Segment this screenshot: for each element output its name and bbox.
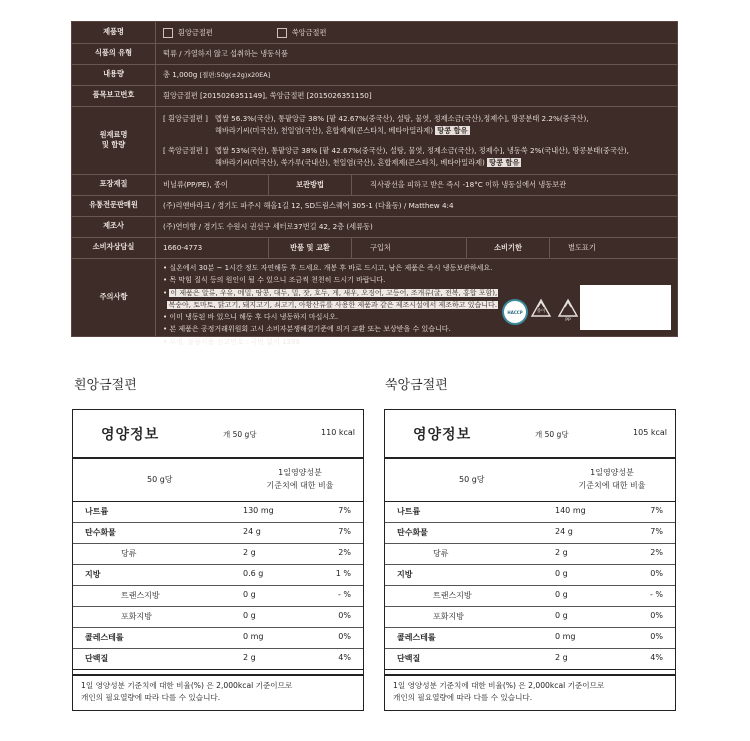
panel-heading: 영양정보 [101, 427, 160, 443]
panel-header [73, 410, 363, 459]
row-report-no [72, 85, 677, 107]
nutrient-percent: 2% [650, 548, 663, 557]
note: • 이미 냉동된 바 있으니 해동 후 다시 냉동하지 마십시오. [163, 313, 339, 322]
daily-value-header: 1일영양성분 기준치에 대한 비율 [578, 468, 646, 490]
nutrient-amount: 0 mg [243, 632, 264, 641]
nutrient-amount: 0 g [555, 590, 568, 599]
calories: 105 kcal [633, 428, 667, 437]
label-return: 반품 및 교환 [268, 237, 352, 258]
note: • 본 제품은 공정거래위원회 고시 소비자분쟁해결기준에 의거 교환 또는 보상받을 수 있습니다. [163, 325, 451, 334]
haccp-icon: HACCP [502, 299, 528, 325]
panel-title-white: 흰앙금절편 [74, 378, 137, 393]
allergen-notice-2: 복숭아, 토마토, 닭고기, 돼지고기, 쇠고기, 아황산류를 사용한 제품과 같은 제조시설에서 제조하고 있습니다. [168, 300, 498, 309]
panel-footnote: 1일 영양성분 기준치에 대한 비율(%) 은 2,000kcal 기준이므로 개인의 필요열량에 따라 다를 수 있습니다. [81, 681, 293, 702]
nutrient-row [73, 648, 363, 670]
nutrient-amount: 2 g [243, 653, 256, 662]
checkbox-icon[interactable] [277, 28, 287, 38]
row-seller [72, 195, 677, 217]
nutrient-name: 나트륨 [85, 507, 109, 516]
nutrient-row [385, 564, 675, 586]
nutrient-percent: 0% [650, 569, 663, 578]
allergy-badge: 땅콩 함유 [437, 126, 468, 135]
nutrient-percent: - % [649, 590, 663, 599]
nutrient-name: 탄수화물 [85, 528, 116, 537]
value-expiry: 별도표기 [568, 242, 596, 252]
nutrient-amount: 0 g [555, 569, 568, 578]
value-seller: (주)리앤바라크 / 경기도 파주시 해올1길 12, SD드림스퀘어 305-1 (다율동) / Matthew 4:4 [163, 200, 454, 210]
value-return: 구입처 [370, 242, 391, 252]
nutrient-row [73, 564, 363, 586]
nutrient-amount: 0 g [243, 590, 256, 599]
label-food-type: 식품의 유형 [72, 43, 156, 64]
nutrient-name: 나트륨 [397, 507, 421, 516]
panel-title-mugwort: 쑥앙금절편 [385, 378, 448, 393]
label-maker: 제조사 [72, 216, 156, 237]
row-product-name [72, 22, 677, 44]
nutrient-name: 지방 [397, 570, 413, 579]
value-packaging: 비닐류(PP/PE), 종이 [163, 179, 228, 189]
nutrient-name: 단백질 [397, 654, 421, 663]
nutrient-row [73, 606, 363, 628]
nutrient-percent: 0% [338, 611, 351, 620]
nutrient-percent: 0% [650, 632, 663, 641]
nutrient-amount: 140 mg [555, 506, 586, 515]
per-serving: 50 g당 [147, 475, 173, 484]
nutrient-percent: 2% [338, 548, 351, 557]
option-white[interactable]: 흰앙금절편 [163, 28, 213, 38]
nutrient-name: 콜레스테롤 [85, 633, 124, 642]
recycle-pp-icon: PP [557, 298, 579, 320]
nutrient-name: 단백질 [85, 654, 109, 663]
row-food-type [72, 43, 677, 65]
nutrient-amount: 0 g [243, 611, 256, 620]
nutrient-amount: 2 g [243, 548, 256, 557]
nutrient-percent: 7% [650, 527, 663, 536]
row-maker [72, 216, 677, 238]
nutrition-panel-white [72, 409, 364, 711]
value-maker: (주)연미향 / 경기도 수원시 권선구 세터로37번길 42, 2층 (세류동) [163, 221, 373, 231]
nutrient-name: 트랜스지방 [433, 591, 472, 600]
value-food-type: 떡류 / 가열하지 않고 섭취하는 냉동식품 [163, 48, 288, 58]
nutrient-name: 포화지방 [433, 612, 464, 621]
row-ingredients [72, 106, 677, 175]
footer-divider [73, 674, 363, 676]
label-storage: 보관방법 [268, 174, 352, 195]
panel-subheader [73, 457, 363, 502]
value-storage: 직사광선을 피하고 받은 즉시 -18°C 이하 냉동실에서 냉동보관 [370, 179, 567, 189]
nutrient-name: 콜레스테롤 [397, 633, 436, 642]
panel-footnote: 1일 영양성분 기준치에 대한 비율(%) 은 2,000kcal 기준이므로 개인의 필요열량에 따라 다를 수 있습니다. [393, 681, 605, 702]
label-packaging: 포장재질 [72, 174, 156, 195]
nutrient-amount: 2 g [555, 548, 568, 557]
label-product-name: 제품명 [72, 22, 156, 43]
label-seller: 유통전문판매원 [72, 195, 156, 216]
nutrient-row [385, 585, 675, 607]
nutrient-row [73, 543, 363, 565]
nutrient-row [73, 501, 363, 523]
nutrient-name: 당류 [121, 549, 137, 558]
nutrient-amount: 0 g [555, 611, 568, 620]
nutrient-row [385, 627, 675, 649]
panel-heading: 영양정보 [413, 427, 472, 443]
row-contents [72, 64, 677, 86]
nutrition-panel-mugwort [384, 409, 676, 711]
note: • 실온에서 30분 ~ 1시간 정도 자연해동 후 드세요. 개봉 후 바로 드시고, 남은 제품은 즉시 냉동보관하세요. [163, 264, 493, 272]
nutrient-name: 탄수화물 [397, 528, 428, 537]
recycle-paper-icon: 종이 [530, 298, 552, 320]
row-caution [72, 258, 677, 346]
nutrient-percent: 0% [650, 611, 663, 620]
nutrient-row [385, 501, 675, 523]
allergen-notice: • 이 제품은 알류, 우유, 메밀, 땅콩, 대두, 밀, 잣, 호두, 게, 새우, 오징어, 고등어, 조개류(굴, 전복, 홍합 포함), [163, 288, 498, 297]
panel-subheader [385, 457, 675, 502]
label-consult: 소비자상담실 [72, 237, 156, 258]
nutrient-percent: 7% [338, 506, 351, 515]
nutrient-percent: 7% [338, 527, 351, 536]
option-mugwort[interactable]: 쑥앙금절편 [277, 28, 327, 38]
allergy-badge: 땅콩 함유 [489, 158, 520, 167]
value-report-no: 흰앙금절편 [2015026351149], 쑥앙금절편 [2015026351150] [163, 90, 372, 100]
nutrient-percent: 1 % [335, 569, 351, 578]
label-report-no: 품목보고번호 [72, 85, 156, 106]
nutrient-row [73, 627, 363, 649]
row-packaging [72, 174, 677, 196]
value-contents-sub: [절편:50g(±2g)x20EA] [199, 71, 271, 79]
nutrient-percent: - % [337, 590, 351, 599]
nutrient-row [385, 606, 675, 628]
product-info-table [71, 21, 678, 346]
nutrient-percent: 4% [338, 653, 351, 662]
ingredients-mugwort: [ 쑥앙금절편 ] 멥쌀 53%(국산), 통팥앙금 38% [팥 42.67%(중국산), 설탕, 물엿, 정제소금(국산), 정제수], 냉동쑥 2%(국내산), 땅콩분태(중국산), 해바라기씨(미국산), 쑥가루(국내산), 천일염(국산), 혼합제제(콘스타치, 베타아밀라제) 땅콩 함유 [163, 146, 629, 167]
value-consult: 1660-4773 [163, 243, 203, 252]
nutrient-percent: 0% [338, 632, 351, 641]
nutrient-amount: 0 mg [555, 632, 576, 641]
nutrient-amount: 24 g [555, 527, 573, 536]
daily-value-header: 1일영양성분 기준치에 대한 비율 [266, 468, 334, 490]
nutrient-row [73, 585, 363, 607]
nutrient-row [385, 543, 675, 565]
label-caution: 주의사항 [72, 258, 156, 336]
nutrient-row [385, 522, 675, 544]
nutrient-percent: 4% [650, 653, 663, 662]
nutrient-name: 지방 [85, 570, 101, 579]
nutrient-amount: 130 mg [243, 506, 274, 515]
nutrient-amount: 24 g [243, 527, 261, 536]
note: • 부정, 불량식품 신고번호 : 국번 없이 1399 [163, 337, 300, 346]
per-serving: 50 g당 [459, 475, 485, 484]
nutrient-amount: 0.6 g [243, 569, 264, 578]
footer-divider [385, 674, 675, 676]
nutrient-row [385, 648, 675, 670]
panel-header [385, 410, 675, 459]
label-ingredients: 원재료명 및 함량 [72, 106, 156, 174]
nutrient-row [73, 522, 363, 544]
serving-size: 개 50 g당 [535, 430, 569, 439]
nutrient-amount: 2 g [555, 653, 568, 662]
nutrient-name: 트랜스지방 [121, 591, 160, 600]
note: • 목 막힘 질식 등의 원인이 될 수 있으니 조금씩 천천히 드시기 바랍니다. [163, 276, 386, 285]
blank-label-area [580, 285, 671, 330]
nutrient-name: 포화지방 [121, 612, 152, 621]
row-consult [72, 237, 677, 259]
checkbox-icon[interactable] [163, 28, 173, 38]
nutrient-percent: 7% [650, 506, 663, 515]
serving-size: 개 50 g당 [223, 430, 257, 439]
calories: 110 kcal [321, 428, 355, 437]
ingredients-white: [ 흰앙금절편 ] 멥쌀 56.3%(국산), 통팥앙금 38% [팥 42.67%(중국산), 설탕, 물엿, 정제소금(국산),정제수], 땅콩분태 2.2%(중국산), 해바라기씨(미국산), 천일염(국산), 혼합제제(콘스타치, 베타아밀라제) 땅콩 함유 [163, 114, 589, 135]
value-contents: 총 1,000g [163, 69, 198, 79]
label-expiry: 소비기한 [466, 237, 550, 258]
nutrient-name: 당류 [433, 549, 449, 558]
label-contents: 내용량 [72, 64, 156, 85]
